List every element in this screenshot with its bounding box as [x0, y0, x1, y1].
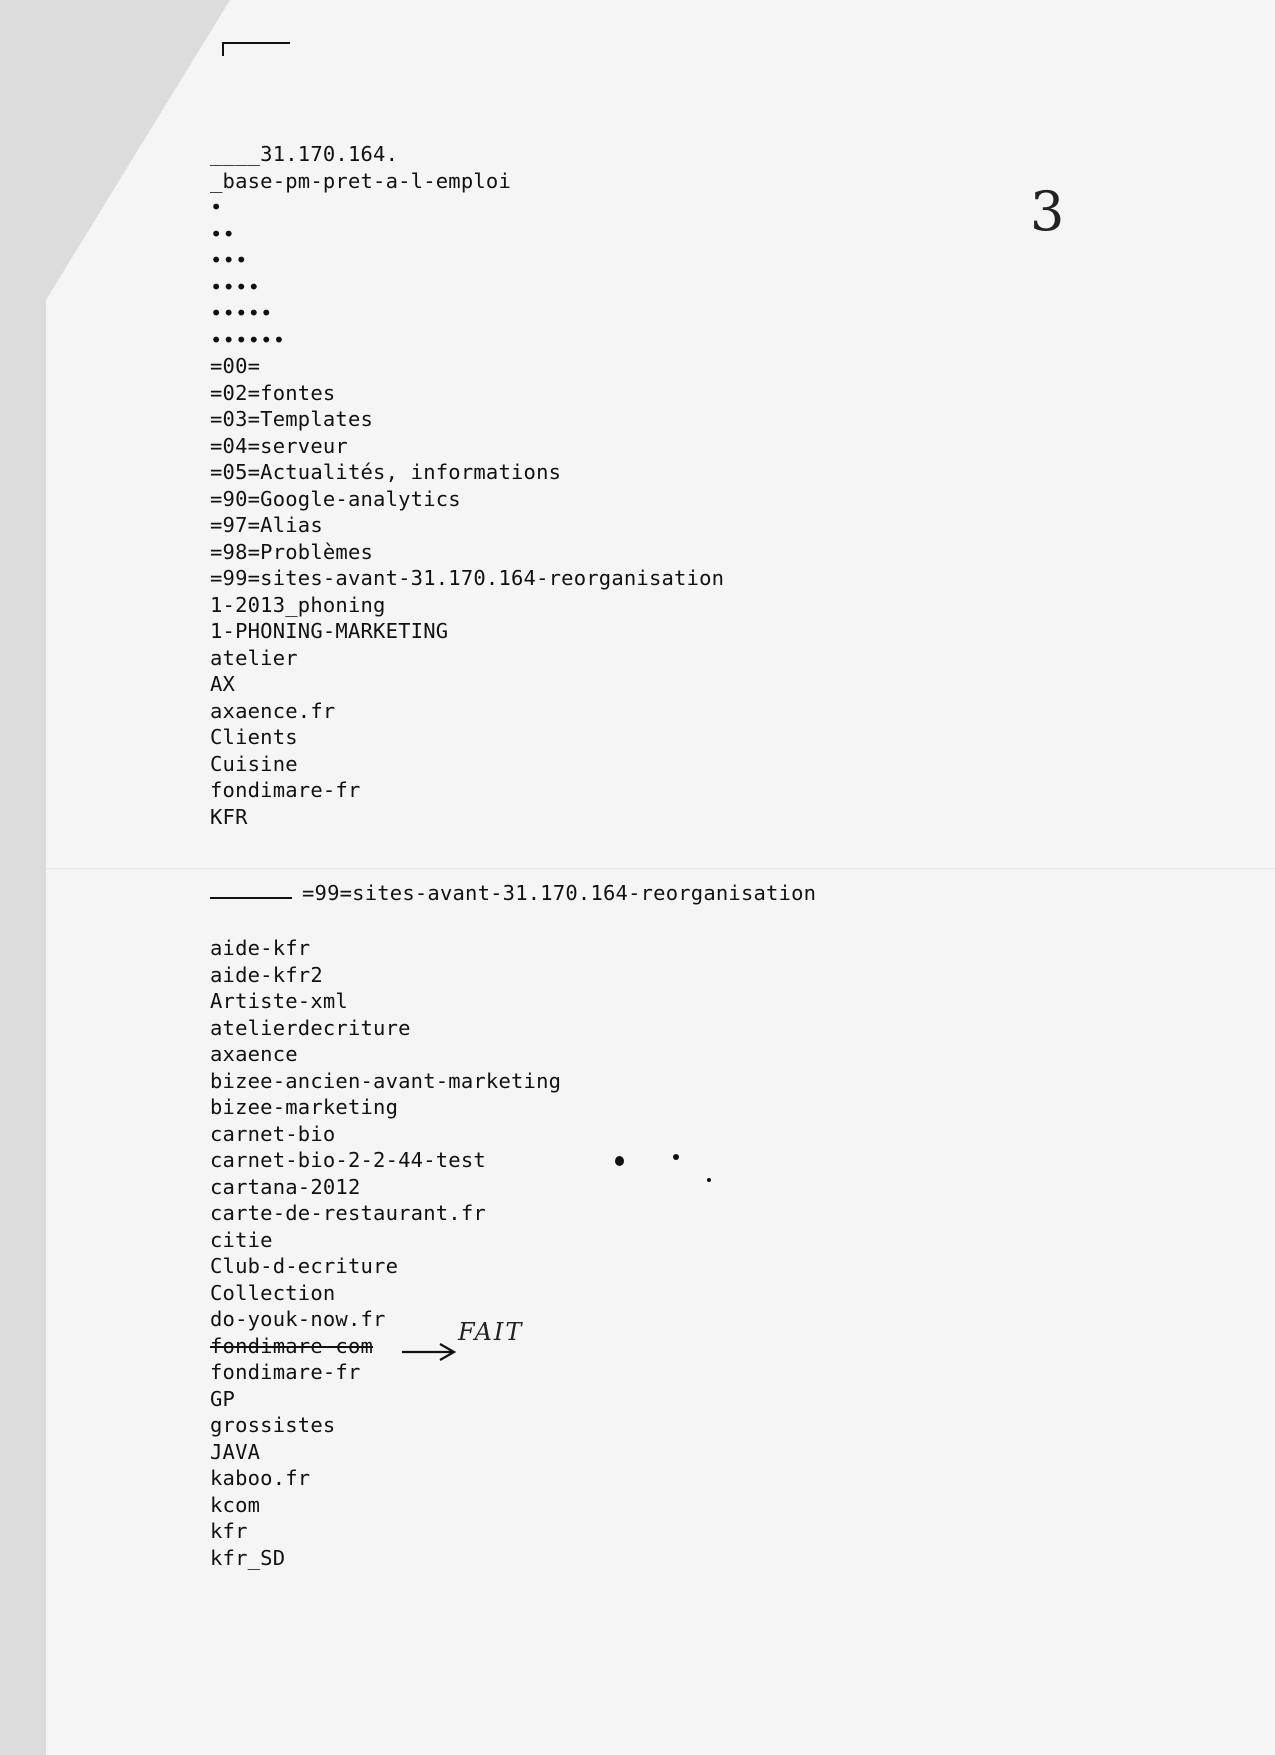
handwritten-page-number: 3 — [1030, 180, 1065, 243]
listing-line: citie — [210, 1227, 273, 1252]
listing-line: =98=Problèmes — [210, 539, 374, 564]
listing-line: =04=serveur — [210, 433, 348, 458]
listing-line: fondimare-fr — [210, 1360, 361, 1384]
listing-line: fondimare-com — [210, 1333, 374, 1358]
listing-line: Artiste-xml — [210, 989, 348, 1013]
listing-line: ••• — [210, 248, 248, 272]
listing-line: _base-pm-pret-a-l-emploi — [210, 168, 512, 193]
listing-line: •••••• — [210, 327, 286, 352]
listing-line: kaboo.fr — [210, 1466, 311, 1490]
listing-line: carnet-bio — [210, 1121, 336, 1146]
listing-line: =99=sites-avant-31.170.164-reorganisation — [302, 881, 817, 905]
underline-stroke — [210, 897, 292, 899]
listing-line: cartana-2012 — [210, 1174, 361, 1199]
listing-line: =03=Templates — [210, 407, 374, 431]
listing-line: carte-de-restaurant.fr — [210, 1201, 486, 1225]
listing-line: axaence — [210, 1042, 298, 1066]
ink-dot — [673, 1154, 679, 1160]
listing-line: Clients — [210, 725, 298, 749]
corner-mark — [222, 42, 290, 56]
fold-line — [46, 868, 1275, 871]
listing-line: bizee-ancien-avant-marketing — [210, 1068, 562, 1093]
listing-line: do-youk-now.fr — [210, 1307, 386, 1331]
arrow-icon — [400, 1342, 460, 1362]
listing-line: Cuisine — [210, 751, 298, 776]
listing-line: •••• — [210, 274, 261, 299]
listing-line: =05=Actualités, informations — [210, 460, 562, 484]
listing-line: axaence.fr — [210, 698, 336, 723]
listing-line: atelierdecriture — [210, 1015, 411, 1040]
listing-line: =90=Google-analytics — [210, 486, 461, 511]
listing-line: grossistes — [210, 1413, 336, 1437]
listing-line: kcom — [210, 1492, 261, 1517]
listing-line: GP — [210, 1386, 236, 1411]
listing-line: JAVA — [210, 1439, 261, 1464]
listing-line: =00= — [210, 354, 261, 378]
ink-dot — [707, 1178, 711, 1182]
listing-line: • — [210, 195, 223, 219]
listing-line: =02=fontes — [210, 380, 336, 405]
listing-line: •• — [210, 221, 236, 246]
listing-line: 1-2013_phoning — [210, 592, 386, 617]
listing-line: 1-PHONING-MARKETING — [210, 619, 449, 643]
listing-line: ••••• — [210, 301, 273, 325]
ink-dot — [615, 1156, 624, 1166]
listing-line: carnet-bio-2-2-44-test — [210, 1148, 486, 1172]
listing-line: aide-kfr — [210, 936, 311, 960]
listing-line: kfr — [210, 1519, 248, 1543]
listing-line: kfr_SD — [210, 1545, 286, 1570]
listing-line: atelier — [210, 645, 298, 670]
listing-line: Collection — [210, 1280, 336, 1305]
listing-line: AX — [210, 672, 236, 696]
listing-line: KFR — [210, 804, 248, 829]
listing-line: bizee-marketing — [210, 1095, 399, 1119]
listing-line: =99=sites-avant-31.170.164-reorganisation — [210, 566, 725, 590]
listing-line: Club-d-ecriture — [210, 1254, 399, 1278]
listing-line: aide-kfr2 — [210, 962, 323, 987]
listing-line: =97=Alias — [210, 513, 323, 537]
listing-line: fondimare-fr — [210, 778, 361, 802]
handwritten-note: FAIT — [458, 1318, 524, 1346]
listing-line: ____31.170.164. — [210, 142, 399, 166]
